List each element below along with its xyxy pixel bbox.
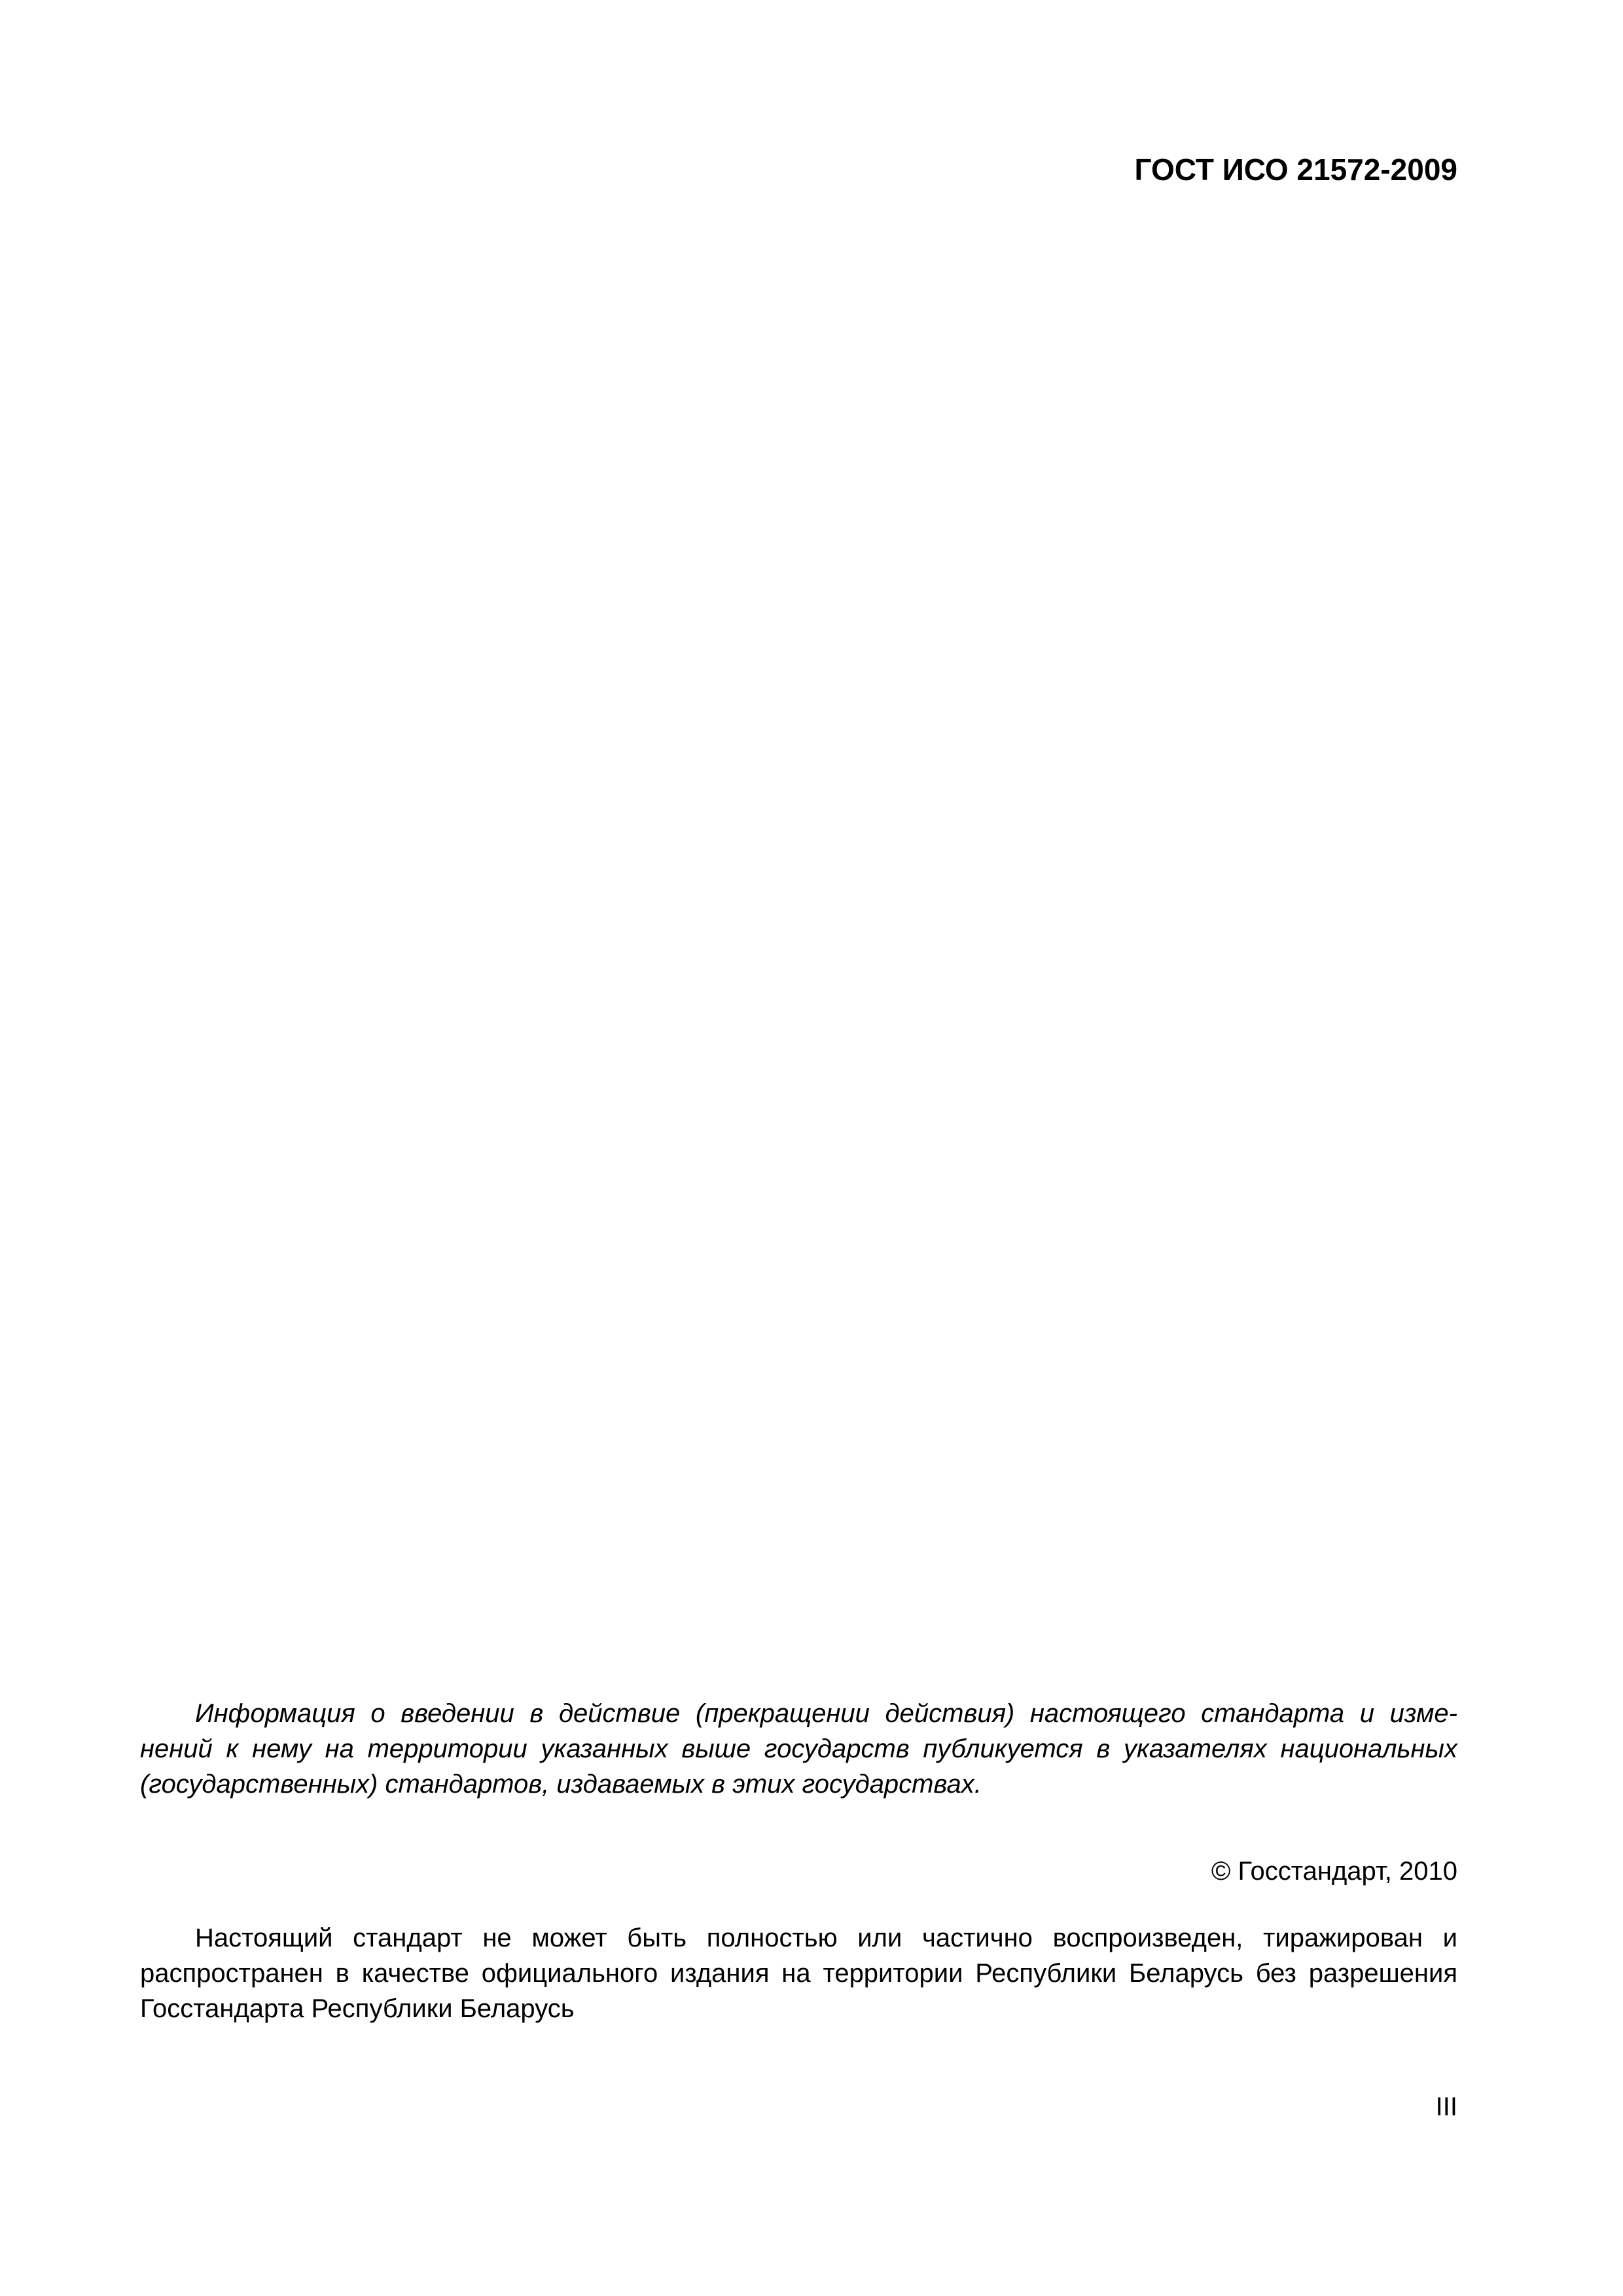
- reproduction-notice-line: распространен в качестве официального издания на территории Республики Беларусь без разрешения: [140, 1959, 1457, 1988]
- document-code-header: ГОСТ ИСО 21572-2009: [1134, 152, 1457, 187]
- copyright-notice: © Госстандарт, 2010: [1211, 1857, 1457, 1886]
- reproduction-notice-paragraph: [140, 1920, 1457, 2026]
- info-notice-line: нений к нему на территории указанных выше государств публикуется в указателях национальных: [140, 1734, 1457, 1763]
- info-notice-line: Информация о введении в действие (прекращении действия) настоящего стандарта и изме-: [195, 1699, 1457, 1728]
- info-notice-line: (государственных) стандартов, издаваемых в этих государствах.: [140, 1770, 982, 1799]
- info-notice-paragraph: [140, 1696, 1457, 1802]
- page-number: III: [1435, 2092, 1457, 2121]
- reproduction-notice-line: Госстандарта Республики Беларусь: [140, 1994, 575, 2023]
- reproduction-notice-line: Настоящий стандарт не может быть полностью или частично воспроизведен, тиражирован и: [195, 1924, 1457, 1952]
